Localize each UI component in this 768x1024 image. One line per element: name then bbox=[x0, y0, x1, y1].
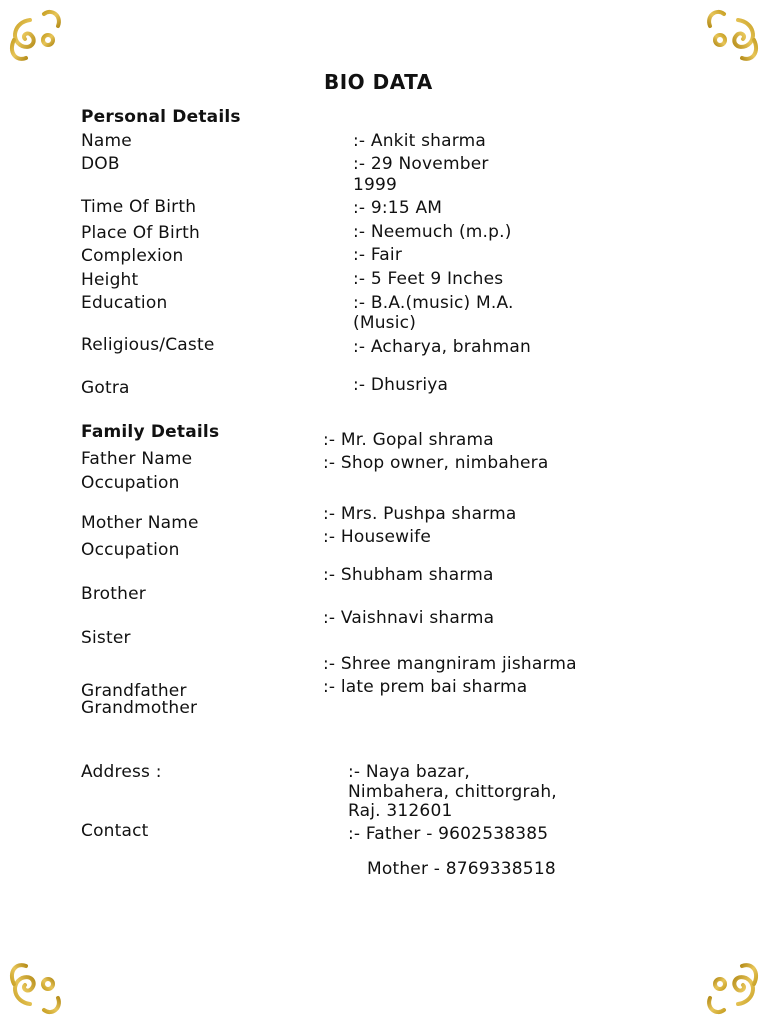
grandfather-label: Grandfather bbox=[81, 681, 187, 701]
brother-value: :- Shubham sharma bbox=[323, 565, 494, 585]
religion-caste-label: Religious/Caste bbox=[81, 335, 215, 355]
dob-label: DOB bbox=[81, 154, 120, 174]
father-name-label: Father Name bbox=[81, 449, 193, 469]
mother-name-value: :- Mrs. Pushpa sharma bbox=[323, 504, 517, 524]
complexion-label: Complexion bbox=[81, 246, 184, 266]
address-value-line3: Raj. 312601 bbox=[348, 801, 453, 821]
education-value-line2: (Music) bbox=[353, 313, 417, 333]
corner-ornament-bottom-right bbox=[709, 965, 756, 1012]
place-of-birth-label: Place Of Birth bbox=[81, 223, 200, 243]
gotra-label: Gotra bbox=[81, 378, 130, 398]
time-of-birth-label: Time Of Birth bbox=[81, 197, 197, 217]
brother-label: Brother bbox=[81, 584, 146, 604]
mother-name-label: Mother Name bbox=[81, 513, 199, 533]
family-details-heading: Family Details bbox=[81, 422, 220, 442]
education-value-line1: :- B.A.(music) M.A. bbox=[353, 293, 514, 313]
complexion-value: :- Fair bbox=[353, 245, 403, 265]
dob-value-line1: :- 29 November bbox=[353, 154, 489, 174]
mother-occupation-label: Occupation bbox=[81, 540, 180, 560]
place-of-birth-value: :- Neemuch (m.p.) bbox=[353, 222, 512, 242]
father-name-value: :- Mr. Gopal shrama bbox=[323, 430, 494, 450]
height-label: Height bbox=[81, 270, 139, 290]
address-value-line2: Nimbahera, chittorgrah, bbox=[348, 782, 557, 802]
father-occupation-value: :- Shop owner, nimbahera bbox=[323, 453, 549, 473]
education-label: Education bbox=[81, 293, 168, 313]
sister-label: Sister bbox=[81, 628, 131, 648]
address-label: Address : bbox=[81, 762, 162, 782]
height-value: :- 5 Feet 9 Inches bbox=[353, 269, 504, 289]
grandfather-value: :- Shree mangniram jisharma bbox=[323, 654, 577, 674]
corner-ornament-top-right bbox=[709, 12, 756, 59]
sister-value: :- Vaishnavi sharma bbox=[323, 608, 495, 628]
dob-value-line2: 1999 bbox=[353, 175, 398, 195]
contact-label: Contact bbox=[81, 821, 149, 841]
corner-ornament-top-left bbox=[12, 12, 59, 59]
father-occupation-label: Occupation bbox=[81, 473, 180, 493]
name-value: :- Ankit sharma bbox=[353, 131, 487, 151]
personal-details-heading: Personal Details bbox=[81, 107, 241, 127]
religion-caste-value: :- Acharya, brahman bbox=[353, 337, 531, 357]
gotra-value: :- Dhusriya bbox=[353, 375, 449, 395]
corner-ornament-bottom-left bbox=[12, 965, 59, 1012]
grandmother-value: :- late prem bai sharma bbox=[323, 677, 528, 697]
mother-phone: Mother - 8769338518 bbox=[367, 859, 556, 879]
page-title: BIO DATA bbox=[324, 70, 433, 94]
mother-occupation-value: :- Housewife bbox=[323, 527, 432, 547]
father-phone: :- Father - 9602538385 bbox=[348, 824, 549, 844]
time-of-birth-value: :- 9:15 AM bbox=[353, 198, 443, 218]
address-value-line1: :- Naya bazar, bbox=[348, 762, 471, 782]
name-label: Name bbox=[81, 131, 132, 151]
grandmother-label: Grandmother bbox=[81, 698, 198, 718]
